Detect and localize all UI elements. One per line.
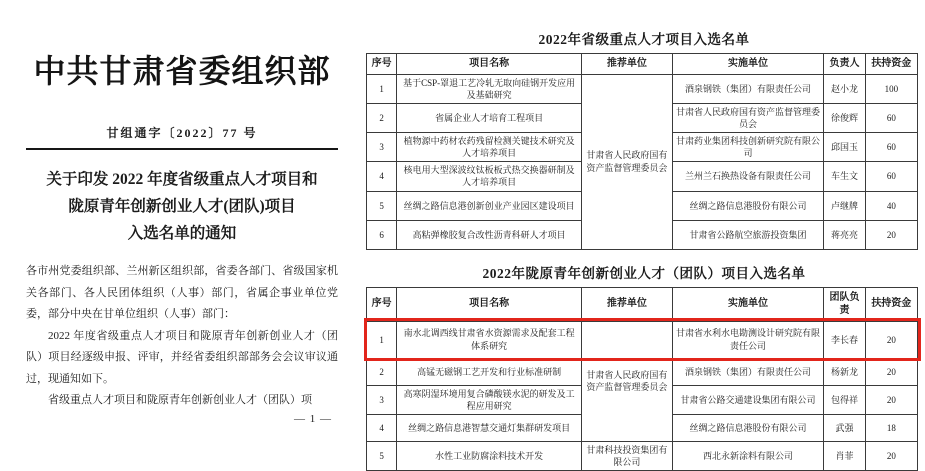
cell-fund: 18 <box>865 414 917 441</box>
cell-leader: 赵小龙 <box>824 74 865 103</box>
header-implementer: 实施单位 <box>672 54 824 75</box>
cell-recommender: 甘肃科技投资集团有限公司 <box>581 441 672 470</box>
cell-implementer: 丝绸之路信息港股份有限公司 <box>672 191 824 220</box>
notice-title-line3: 入选名单的通知 <box>127 225 237 243</box>
table2-header-row <box>367 287 918 321</box>
notice-title-line1: 关于印发 2022 年度省级重点人才项目和 <box>46 171 318 188</box>
notice-title-line2: 陇原青年创新创业人才(团队)项目 <box>68 198 296 216</box>
doc-number: 甘组通字〔2022〕77 号 <box>106 126 258 140</box>
cell-leader: 杨新龙 <box>824 358 865 385</box>
cell-project: 水性工业防腐涂料技术开发 <box>397 441 582 470</box>
cell-leader: 徐俊辉 <box>824 103 865 132</box>
header-implementer: 实施单位 <box>672 287 824 321</box>
page-number: — 1 — <box>294 413 332 426</box>
cell-implementer: 酒泉钢铁（集团）有限责任公司 <box>672 358 824 385</box>
cell-leader: 车生文 <box>824 162 865 191</box>
document-left-page <box>0 0 362 437</box>
cell-index: 3 <box>367 133 397 162</box>
header-index: 序号 <box>367 287 397 321</box>
org-title: 中共甘肃省委组织部 <box>33 53 331 89</box>
header-recommender: 推荐单位 <box>581 54 672 75</box>
table-provincial-key-projects <box>366 53 918 250</box>
cell-project: 省属企业人才培育工程项目 <box>397 103 582 132</box>
notice-paragraph-3: 省级重点人才项目和陇原青年创新创业人才（团队）项 <box>48 394 312 406</box>
header-recommender: 推荐单位 <box>581 287 672 321</box>
table2-title: 2022年陇原青年创新创业人才（团队）项目入选名单 <box>482 265 806 281</box>
cell-implementer: 甘肃省公路航空旅游投资集团 <box>672 220 824 249</box>
header-project: 项目名称 <box>397 54 582 75</box>
cell-leader: 卢继牌 <box>824 191 865 220</box>
cell-implementer: 甘肃省公路交通建设集团有限公司 <box>672 385 824 414</box>
notice-title <box>26 166 338 247</box>
cell-implementer: 甘肃省水利水电勘测设计研究院有限责任公司 <box>672 321 824 358</box>
cell-fund: 60 <box>865 162 917 191</box>
header-fund: 扶持资金 <box>865 54 917 75</box>
cell-implementer: 兰州兰石换热设备有限责任公司 <box>672 162 824 191</box>
cell-index: 1 <box>367 74 397 103</box>
cell-project: 丝绸之路信息港创新创业产业园区建设项目 <box>397 191 582 220</box>
cell-implementer: 西北永新涂料有限公司 <box>672 441 824 470</box>
cell-recommender-merged: 甘肃省人民政府国有资产监督管理委员会 <box>581 74 672 249</box>
cell-index: 6 <box>367 220 397 249</box>
cell-implementer: 酒泉钢铁（集团）有限责任公司 <box>672 74 824 103</box>
cell-index: 2 <box>367 103 397 132</box>
cell-index: 5 <box>367 191 397 220</box>
header-leader: 负责人 <box>824 54 865 75</box>
cell-fund: 20 <box>865 441 917 470</box>
notice-paragraph-1: 各市州党委组织部、兰州新区组织部，省委各部门、省级国家机关各部门、各人民团体组织（人事）部门，省属企事业单位党委，部分中央在甘单位组织（人事）部门： <box>26 265 338 321</box>
cell-index: 3 <box>367 385 397 414</box>
cell-implementer: 甘肃药业集团科技创新研究院有限公司 <box>672 133 824 162</box>
header-leader: 团队负责 <box>824 287 865 321</box>
notice-paragraph-2: 2022 年度省级重点人才项目和陇原青年创新创业人才（团队）项目经逐级申报、评审，并经省委组织部部务会会议审议通过，现通知如下。 <box>26 329 338 385</box>
cell-fund: 60 <box>865 103 917 132</box>
table-row <box>367 74 918 103</box>
cell-implementer: 丝绸之路信息港股份有限公司 <box>672 414 824 441</box>
cell-project: 南水北调西线甘肃省水资源需求及配套工程体系研究 <box>397 321 582 358</box>
header-fund: 扶持资金 <box>865 287 917 321</box>
cell-project: 丝绸之路信息港智慧交通灯集群研发项目 <box>397 414 582 441</box>
cell-leader: 李长春 <box>824 321 865 358</box>
cell-leader: 肖菲 <box>824 441 865 470</box>
highlight-row <box>367 321 918 358</box>
cell-index: 1 <box>367 321 397 358</box>
cell-fund: 20 <box>865 220 917 249</box>
table1-header-row <box>367 54 918 75</box>
cell-recommender-merged: 甘肃省人民政府国有资产监督管理委员会 <box>581 321 672 441</box>
cell-project: 高锰无磁钢工艺开发和行业标准研制 <box>397 358 582 385</box>
cell-project: 高寒阴湿环境用复合磷酸镁水泥的研发及工程应用研究 <box>397 385 582 414</box>
tables-panel <box>366 0 922 468</box>
cell-leader: 武强 <box>824 414 865 441</box>
cell-fund: 20 <box>865 385 917 414</box>
cell-index: 2 <box>367 358 397 385</box>
cell-leader: 蒋亮亮 <box>824 220 865 249</box>
table-longyuan-youth-projects <box>366 287 918 471</box>
table1-title: 2022年省级重点人才项目入选名单 <box>538 32 750 47</box>
cell-project: 核电用大型深波纹钛板板式热交换器研制及人才培养项目 <box>397 162 582 191</box>
header-index: 序号 <box>367 54 397 75</box>
cell-fund: 40 <box>865 191 917 220</box>
letterhead-rule <box>26 148 338 150</box>
cell-project: 高粘弹橡胶复合改性沥青科研人才项目 <box>397 220 582 249</box>
cell-fund: 20 <box>865 358 917 385</box>
cell-project: 基于CSP-罩退工艺冷轧无取向硅钢开发应用及基础研究 <box>397 74 582 103</box>
cell-project: 植物源中药材农药残留检测关键技术研究及人才培养项目 <box>397 133 582 162</box>
cell-leader: 邱国玉 <box>824 133 865 162</box>
cell-index: 4 <box>367 162 397 191</box>
cell-fund: 60 <box>865 133 917 162</box>
cell-fund: 100 <box>865 74 917 103</box>
header-project: 项目名称 <box>397 287 582 321</box>
cell-implementer: 甘肃省人民政府国有资产监督管理委员会 <box>672 103 824 132</box>
cell-index: 4 <box>367 414 397 441</box>
table-row <box>367 441 918 470</box>
cell-index: 5 <box>367 441 397 470</box>
cell-leader: 包得祥 <box>824 385 865 414</box>
cell-fund: 20 <box>865 321 917 358</box>
notice-body <box>26 261 338 411</box>
